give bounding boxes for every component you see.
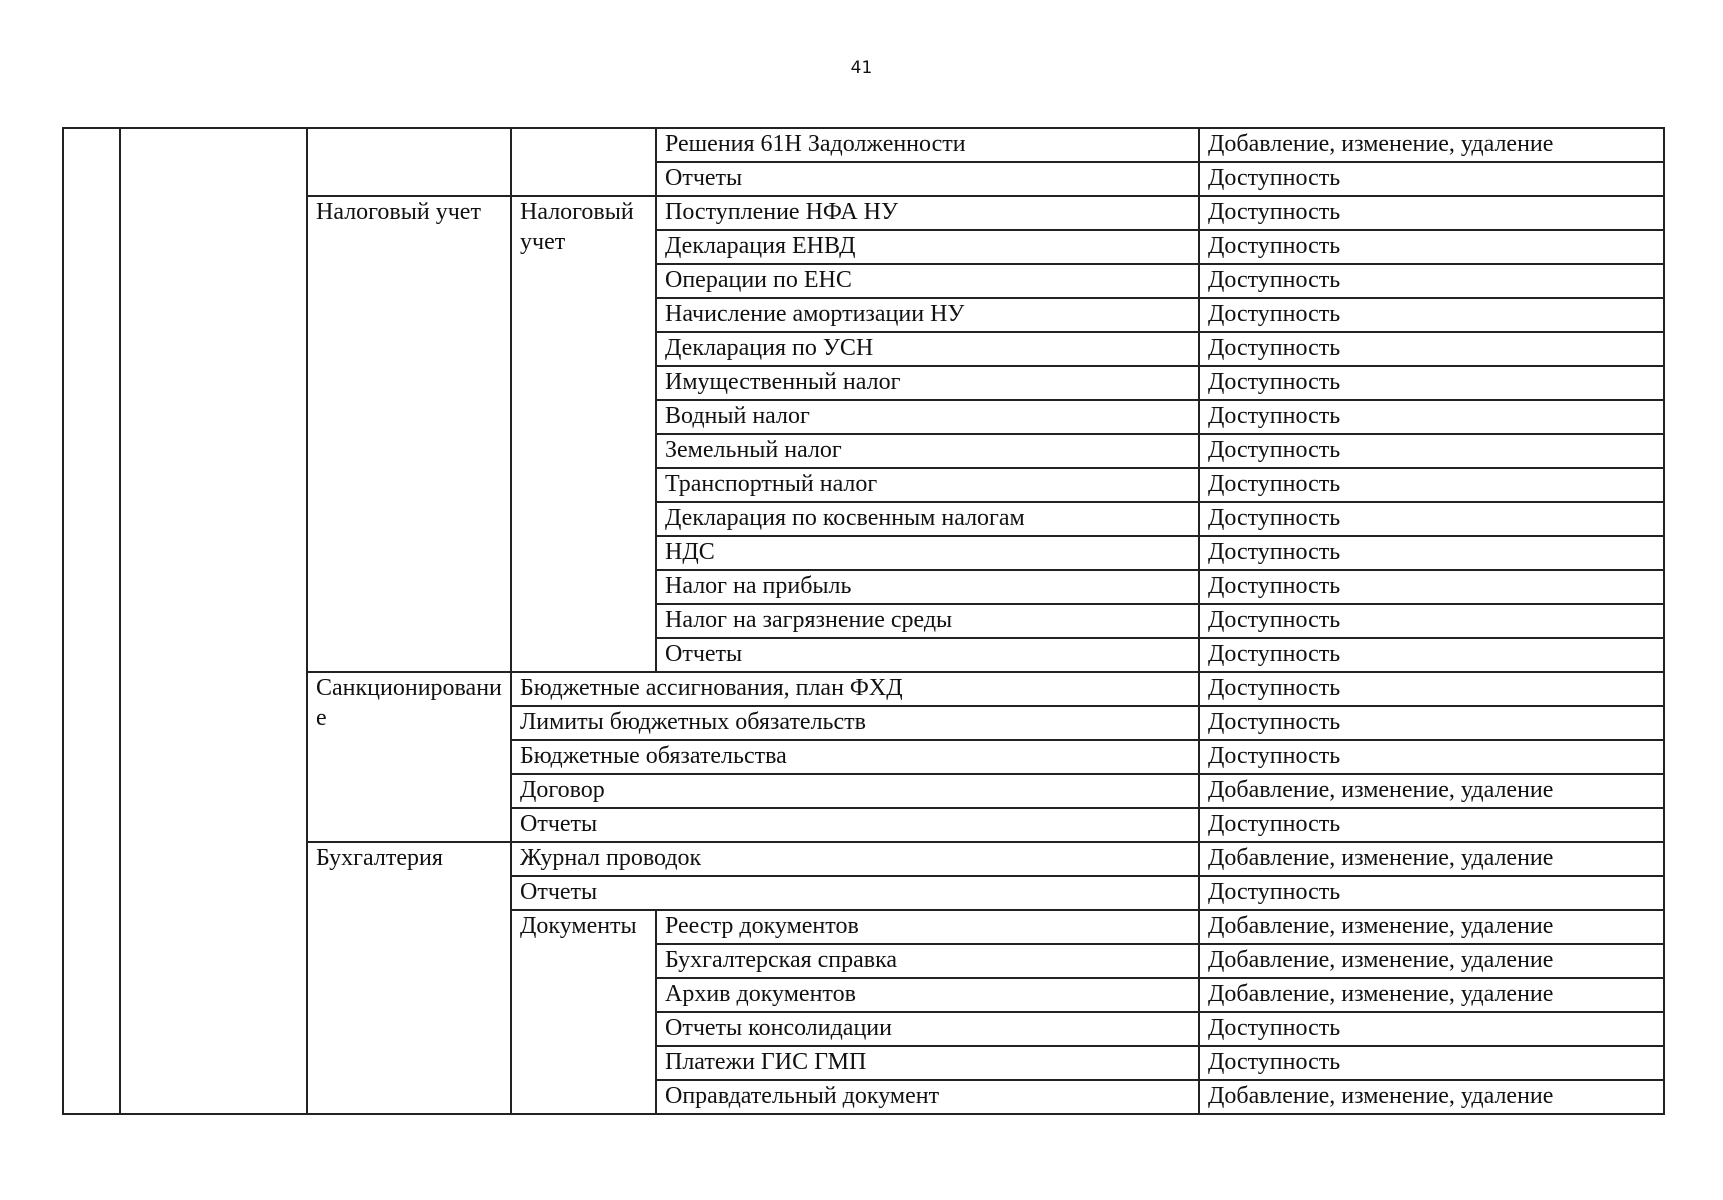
- access-cell: Добавление, изменение, удаление: [1199, 774, 1664, 808]
- item-cell: Отчеты: [511, 808, 1199, 842]
- item-cell: Договор: [511, 774, 1199, 808]
- access-cell: Доступность: [1199, 196, 1664, 230]
- item-cell: Декларация ЕНВД: [656, 230, 1199, 264]
- item-cell: Водный налог: [656, 400, 1199, 434]
- item-cell: Лимиты бюджетных обязательств: [511, 706, 1199, 740]
- access-cell: Доступность: [1199, 502, 1664, 536]
- section-accounting: Бухгалтерия: [307, 842, 511, 1114]
- item-cell: Декларация по косвенным налогам: [656, 502, 1199, 536]
- item-cell: Поступление НФА НУ: [656, 196, 1199, 230]
- subsection-documents: Документы: [511, 910, 656, 1114]
- item-cell: Имущественный налог: [656, 366, 1199, 400]
- access-cell: Доступность: [1199, 740, 1664, 774]
- access-cell: Добавление, изменение, удаление: [1199, 128, 1664, 162]
- item-cell: Земельный налог: [656, 434, 1199, 468]
- access-cell: Доступность: [1199, 1046, 1664, 1080]
- item-cell: Налог на прибыль: [656, 570, 1199, 604]
- item-cell: Отчеты: [511, 876, 1199, 910]
- access-cell: Доступность: [1199, 162, 1664, 196]
- item-cell: Отчеты: [656, 638, 1199, 672]
- col1-cell: [63, 128, 120, 1114]
- access-cell: Доступность: [1199, 706, 1664, 740]
- access-cell: Добавление, изменение, удаление: [1199, 842, 1664, 876]
- access-cell: Добавление, изменение, удаление: [1199, 910, 1664, 944]
- access-cell: Доступность: [1199, 230, 1664, 264]
- item-cell: Бюджетные обязательства: [511, 740, 1199, 774]
- item-cell: Отчеты консолидации: [656, 1012, 1199, 1046]
- access-cell: Доступность: [1199, 298, 1664, 332]
- access-cell: Доступность: [1199, 468, 1664, 502]
- item-cell: Реестр документов: [656, 910, 1199, 944]
- access-cell: Добавление, изменение, удаление: [1199, 978, 1664, 1012]
- access-cell: Доступность: [1199, 332, 1664, 366]
- access-cell: Доступность: [1199, 400, 1664, 434]
- item-cell: Оправдательный документ: [656, 1080, 1199, 1114]
- access-cell: Доступность: [1199, 638, 1664, 672]
- item-cell: Решения 61Н Задолженности: [656, 128, 1199, 162]
- item-cell: Архив документов: [656, 978, 1199, 1012]
- item-cell: Начисление амортизации НУ: [656, 298, 1199, 332]
- section-tax: Налоговый учет: [307, 196, 511, 672]
- col4-cell: [511, 128, 656, 196]
- item-cell: Налог на загрязнение среды: [656, 604, 1199, 638]
- access-cell: Доступность: [1199, 264, 1664, 298]
- permissions-table: [62, 127, 1665, 1115]
- col2-cell: [120, 128, 307, 1114]
- item-cell: Бухгалтерская справка: [656, 944, 1199, 978]
- access-cell: Добавление, изменение, удаление: [1199, 1080, 1664, 1114]
- table-row: [63, 128, 1664, 162]
- access-cell: Доступность: [1199, 672, 1664, 706]
- item-cell: Бюджетные ассигнования, план ФХД: [511, 672, 1199, 706]
- access-cell: Добавление, изменение, удаление: [1199, 944, 1664, 978]
- item-cell: Платежи ГИС ГМП: [656, 1046, 1199, 1080]
- subsection-tax: Налоговый учет: [511, 196, 656, 672]
- col3-cell: [307, 128, 511, 196]
- item-cell: Декларация по УСН: [656, 332, 1199, 366]
- item-cell: НДС: [656, 536, 1199, 570]
- item-cell: Отчеты: [656, 162, 1199, 196]
- page-number: 41: [850, 58, 873, 78]
- section-sanction: Санкционирование: [307, 672, 511, 842]
- access-cell: Доступность: [1199, 604, 1664, 638]
- access-cell: Доступность: [1199, 876, 1664, 910]
- access-cell: Доступность: [1199, 366, 1664, 400]
- access-cell: Доступность: [1199, 1012, 1664, 1046]
- access-cell: Доступность: [1199, 570, 1664, 604]
- item-cell: Транспортный налог: [656, 468, 1199, 502]
- item-cell: Операции по ЕНС: [656, 264, 1199, 298]
- access-cell: Доступность: [1199, 808, 1664, 842]
- access-cell: Доступность: [1199, 536, 1664, 570]
- item-cell: Журнал проводок: [511, 842, 1199, 876]
- access-cell: Доступность: [1199, 434, 1664, 468]
